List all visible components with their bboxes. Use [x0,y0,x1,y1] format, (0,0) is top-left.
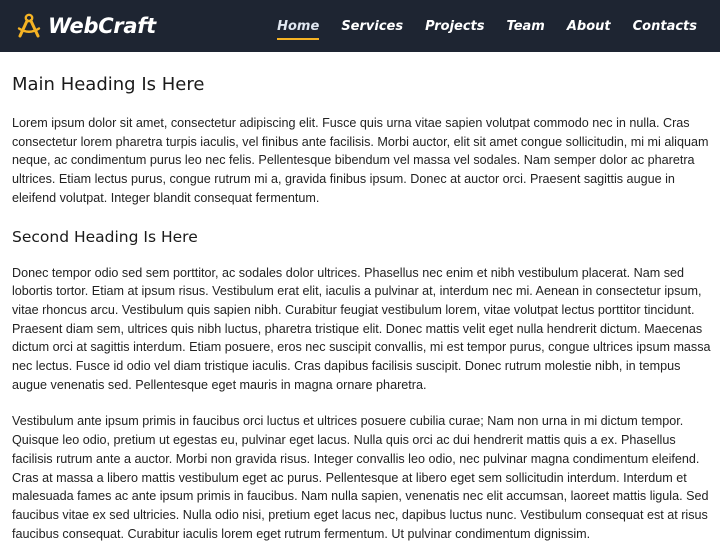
body-paragraph: Vestibulum ante ipsum primis in faucibus orci luctus et ultrices posuere cubilia curae; Nam non urna in mi dictum tempor. Quisque leo odio, pretium ut egestas eu, pulvinar eget lacus. Nulla quis orci ac dui hendrerit mattis quis a ex. Phasellus facilisis rutrum ante a auctor. Morbi non gravida risus. Integer convallis leo odio, nec pulvinar magna condimentum eleifend. Cras at massa a libero mattis vestibulum eget ac purus. Pellentesque at libero eget sem sollicitudin interdum. Interdum et malesuada fames ac ante ipsum primis in faucibus. Nam nulla sapien, venenatis nec elit accumsan, laoreet mattis ligula. Sed faucibus vitae ex sed ultricies. Nulla odio nisi, pretium eget lacus nec, dapibus luctus nunc. Vestibulum consequat est at risus faucibus consequat. Curabitur iaculis lorem eget rutrum fermentum. Ut pulvinar condimentum dignissim. [12,414,709,541]
nav-home[interactable]: Home [266,0,330,52]
nav-projects[interactable]: Projects [425,18,485,34]
compass-logo-icon [16,13,42,39]
top-navbar [0,0,720,52]
nav-about[interactable]: About [566,18,611,34]
brand[interactable] [16,13,156,39]
nav-services[interactable]: Services [341,18,404,34]
main-content [0,52,720,543]
main-nav [266,0,708,52]
nav-team[interactable]: Team [506,18,545,34]
nav-contacts[interactable]: Contacts [632,18,697,34]
section-heading: Second Heading Is Here [12,227,198,246]
body-paragraph: Donec tempor odio sed sem porttitor, ac sodales dolor ultrices. Phasellus nec enim et nibh vestibulum placerat. Nam sed lobortis tortor. Etiam at ipsum risus. Vestibulum erat elit, iaculis a pulvinar at, interdum nec mi. Aenean in consectetur ipsum, vitae rhoncus arcu. Vestibulum quis sapien nibh. Curabitur feugiat vestibulum lorem, vitae volutpat lectus porttitor tincidunt. Praesent diam sem, ultrices quis nibh luctus, pharetra tristique elit. Donec mattis velit eget nulla hendrerit dictum. Maecenas dictum orci at sagittis interdum. Etiam posuere, eros nec suscipit convallis, mi est tempor purus, congue ultrices ipsum massa nec lectus. Fusce id odio vel diam tristique iaculis. Cras dapibus facilisis suscipit. Donec rutrum molestie nibh, in tempus augue venenatis sed. Pellentesque eget mauris in magna ornare pharetra. [12,265,711,392]
brand-name: WebCraft [48,14,156,38]
page-title: Main Heading Is Here [12,74,205,95]
intro-paragraph: Lorem ipsum dolor sit amet, consectetur adipiscing elit. Fusce quis urna vitae sapien volutpat commodo nec in nulla. Cras consectetur lorem pharetra turpis iaculis, vel finibus ante facilisis. Morbi auctor, elit sit amet congue sollicitudin, mi mi aliquam neque, ac condimentum purus leo nec felis. Pellentesque bibendum vel massa vel sodales. Nam semper dolor ac pharetra ultrices. Etiam lectus purus, congue rutrum mi a, gravida finibus ipsum. Donec at auctor orci. Praesent sagittis augue in eleifend volutpat. Integer blandit consequat fermentum. [12,116,709,205]
